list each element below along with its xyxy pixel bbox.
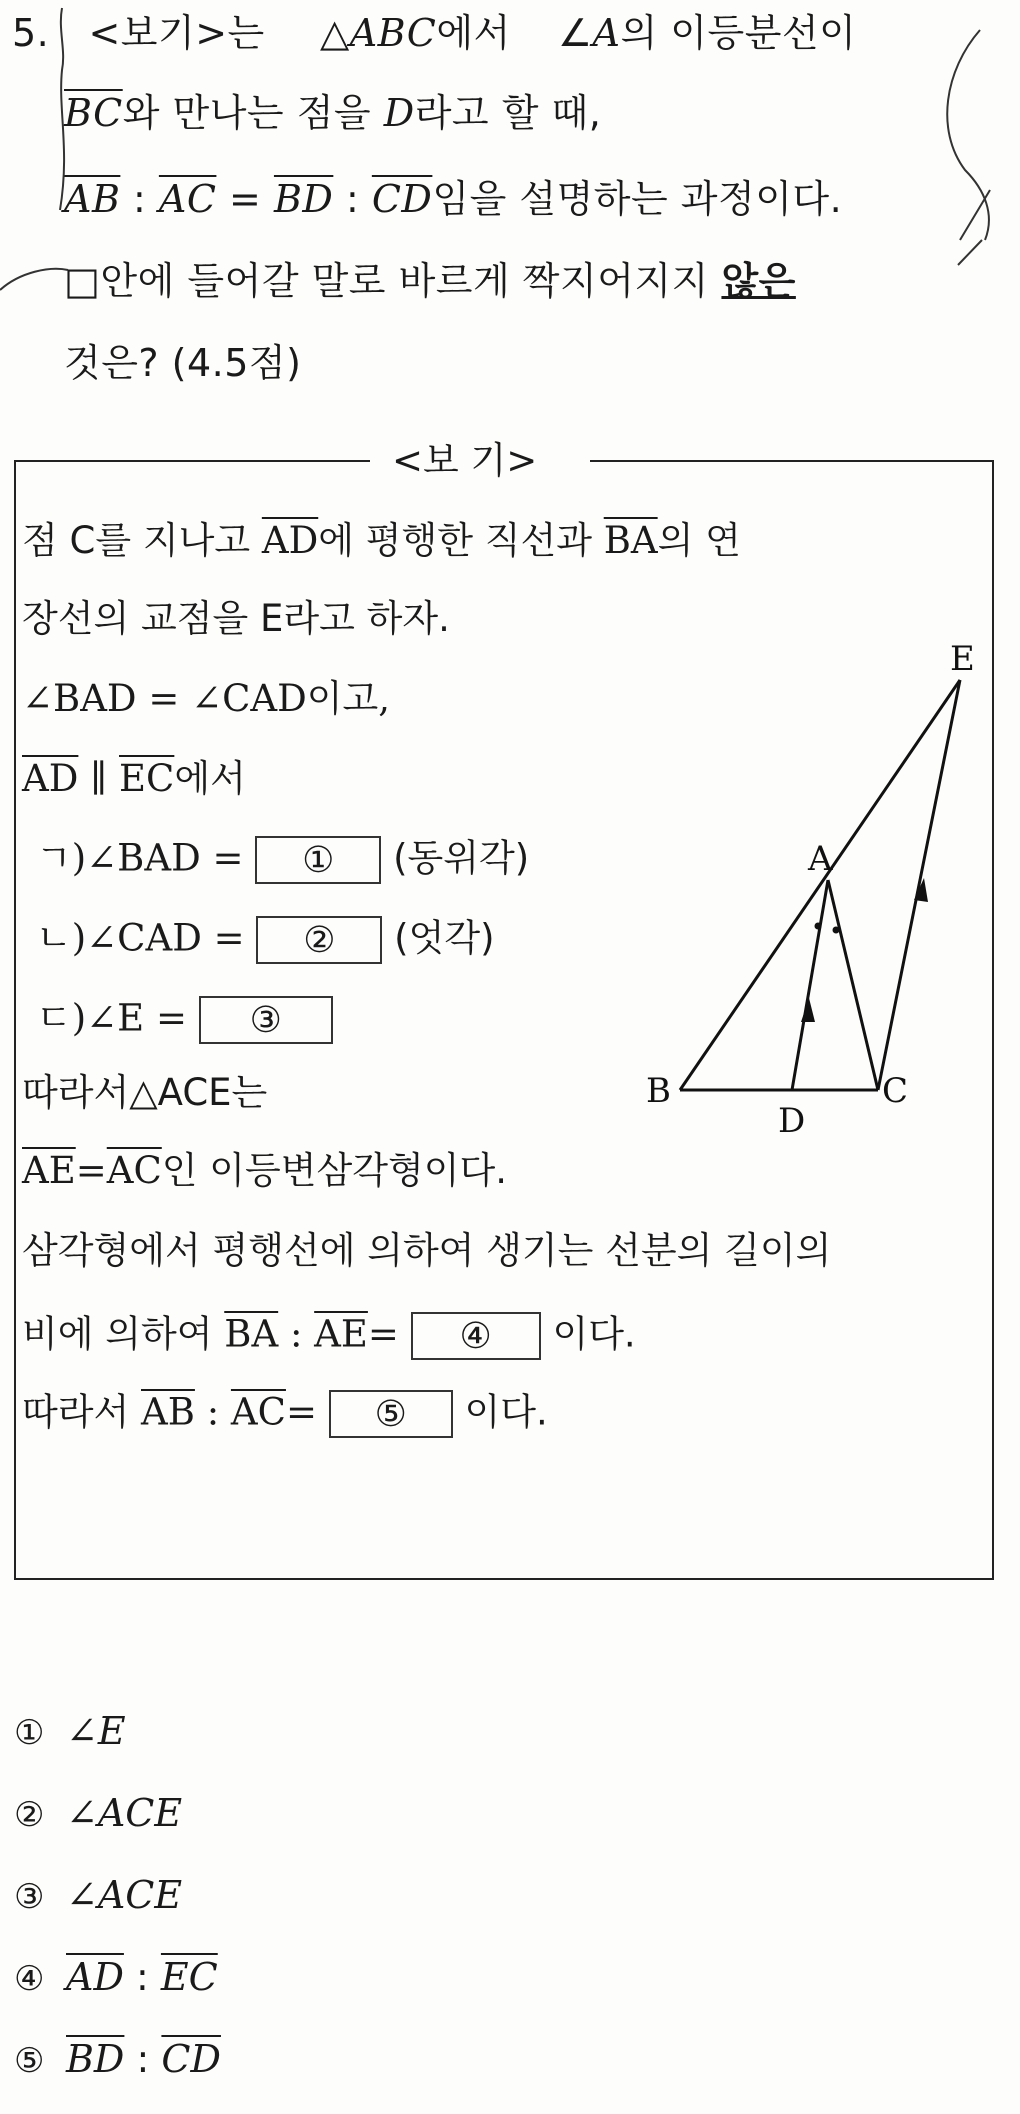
blank-3: ③	[199, 996, 333, 1044]
text: 임을 설명하는 과정이다.	[432, 177, 843, 221]
blank-4: ④	[411, 1312, 541, 1360]
segment-ac	[828, 880, 878, 1090]
text: <보기>는	[88, 11, 265, 55]
segment-ec: $\overline{EC}$	[160, 1955, 218, 1999]
emphasis-not: 않은	[721, 259, 796, 303]
equals: =	[75, 1149, 107, 1192]
blank-1: ①	[255, 836, 381, 884]
choice-text: ∠E	[66, 1709, 126, 1753]
text: 의 연	[657, 519, 741, 562]
choice-text: ∠ACE	[66, 1873, 183, 1917]
blank-5: ⑤	[329, 1390, 453, 1438]
triangle-name: ABC	[349, 11, 437, 55]
choice-number: ①	[14, 1713, 45, 1753]
choice-2[interactable]	[14, 1791, 183, 1835]
segment-ab: $\overline{AB}$	[64, 177, 121, 221]
text: 비에 의하여	[22, 1312, 213, 1356]
angle-mark-bad	[815, 923, 822, 930]
choice-5[interactable]	[14, 2037, 221, 2081]
box-line-12	[22, 1390, 548, 1438]
equals: =	[229, 177, 262, 221]
label-b: B	[646, 1071, 671, 1111]
box-line-4	[22, 757, 246, 800]
colon: :	[136, 2037, 150, 2081]
segment-ab: $\overline{AB}$	[141, 1390, 195, 1434]
segment-ac: $\overline{AC}$	[106, 1149, 162, 1192]
segment-ba: $\overline{BA}$	[603, 519, 658, 562]
parallel-symbol: ∥	[90, 757, 108, 800]
point-d: D	[383, 91, 415, 135]
vertex-name: A	[592, 11, 621, 55]
label-c: C	[882, 1071, 909, 1111]
text: 이다.	[464, 1390, 548, 1434]
segment-bd: $\overline{BD}$	[273, 177, 334, 221]
segment-cd: $\overline{CD}$	[161, 2037, 221, 2081]
segment-bd: $\overline{BD}$	[66, 2037, 125, 2081]
choice-number: ④	[14, 1959, 45, 1999]
angle-mark-cad	[833, 927, 840, 934]
box-line-8: 따라서△ACE는	[22, 1071, 268, 1114]
text: (동위각)	[393, 836, 530, 880]
text: 인 이등변삼각형이다.	[161, 1149, 507, 1192]
text: ㄴ)∠CAD =	[36, 916, 245, 960]
segment-ac: $\overline{AC}$	[158, 177, 217, 221]
choice-number: ②	[14, 1795, 45, 1835]
choice-text: ∠ACE	[66, 1791, 183, 1835]
segment-ae: $\overline{AE}$	[22, 1149, 76, 1192]
choice-4[interactable]	[14, 1955, 218, 1999]
colon: :	[289, 1312, 303, 1356]
label-d: D	[778, 1101, 806, 1141]
text: 라고 할 때,	[414, 91, 602, 135]
box-line-2: 장선의 교점을 E라고 하자.	[22, 597, 450, 640]
text: 에서	[174, 757, 246, 800]
angle-symbol: ∠	[557, 11, 593, 55]
example-box-title: <보 기>	[392, 439, 538, 482]
text: ㄷ)∠E =	[36, 996, 187, 1040]
text: 와 만나는 점을	[122, 91, 372, 135]
segment-ad: $\overline{AD}$	[261, 519, 319, 562]
text: (엇각)	[394, 916, 495, 960]
triangle-symbol: △	[319, 11, 350, 55]
choice-3[interactable]	[14, 1873, 183, 1917]
handwritten-marks	[0, 0, 1020, 440]
text: 이다.	[552, 1312, 636, 1356]
question-number: 5.	[12, 11, 50, 55]
box-line-3: ∠BAD = ∠CAD이고,	[22, 677, 391, 720]
text: 따라서	[22, 1390, 130, 1434]
choice-number: ③	[14, 1877, 45, 1917]
text: □안에 들어갈 말로 바르게 짝지어지지	[64, 259, 709, 303]
choice-1[interactable]	[14, 1709, 126, 1753]
parallel-arrow-ad	[801, 998, 815, 1022]
segment-ad: $\overline{AD}$	[22, 757, 79, 800]
segment-ba: $\overline{BA}$	[224, 1312, 279, 1356]
box-line-5	[36, 836, 529, 884]
text: 에서	[436, 11, 511, 55]
text: 의 이등분선이	[620, 11, 857, 55]
segment-ad	[792, 880, 828, 1090]
segment-ac: $\overline{AC}$	[230, 1390, 286, 1434]
label-e: E	[950, 640, 975, 679]
box-line-6	[36, 916, 495, 964]
colon: :	[345, 177, 360, 221]
equals: =	[367, 1312, 399, 1356]
label-a: A	[808, 839, 833, 879]
box-line-11	[22, 1312, 636, 1360]
box-line-9	[22, 1149, 507, 1192]
box-line-1	[22, 519, 741, 562]
choice-number: ⑤	[14, 2041, 45, 2081]
question-line-5: 것은? (4.5점)	[64, 341, 302, 385]
colon: :	[132, 177, 147, 221]
triangle-figure	[600, 640, 1000, 1160]
equals: =	[285, 1390, 317, 1434]
segment-ad: $\overline{AD}$	[66, 1955, 124, 1999]
segment-ae: $\overline{AE}$	[314, 1312, 368, 1356]
blank-2: ②	[256, 916, 382, 964]
text: 에 평행한 직선과	[318, 519, 592, 562]
text: ㄱ)∠BAD =	[36, 836, 244, 880]
segment-ec: $\overline{EC}$	[119, 757, 175, 800]
box-line-10: 삼각형에서 평행선에 의하여 생기는 선분의 길이의	[22, 1229, 832, 1272]
segment-bc: $\overline{BC}$	[64, 91, 123, 135]
colon: :	[136, 1955, 149, 1999]
segment-cd: $\overline{CD}$	[371, 177, 433, 221]
colon: :	[206, 1390, 220, 1434]
text: 점 C를 지나고	[22, 519, 251, 562]
box-line-7	[36, 996, 333, 1044]
